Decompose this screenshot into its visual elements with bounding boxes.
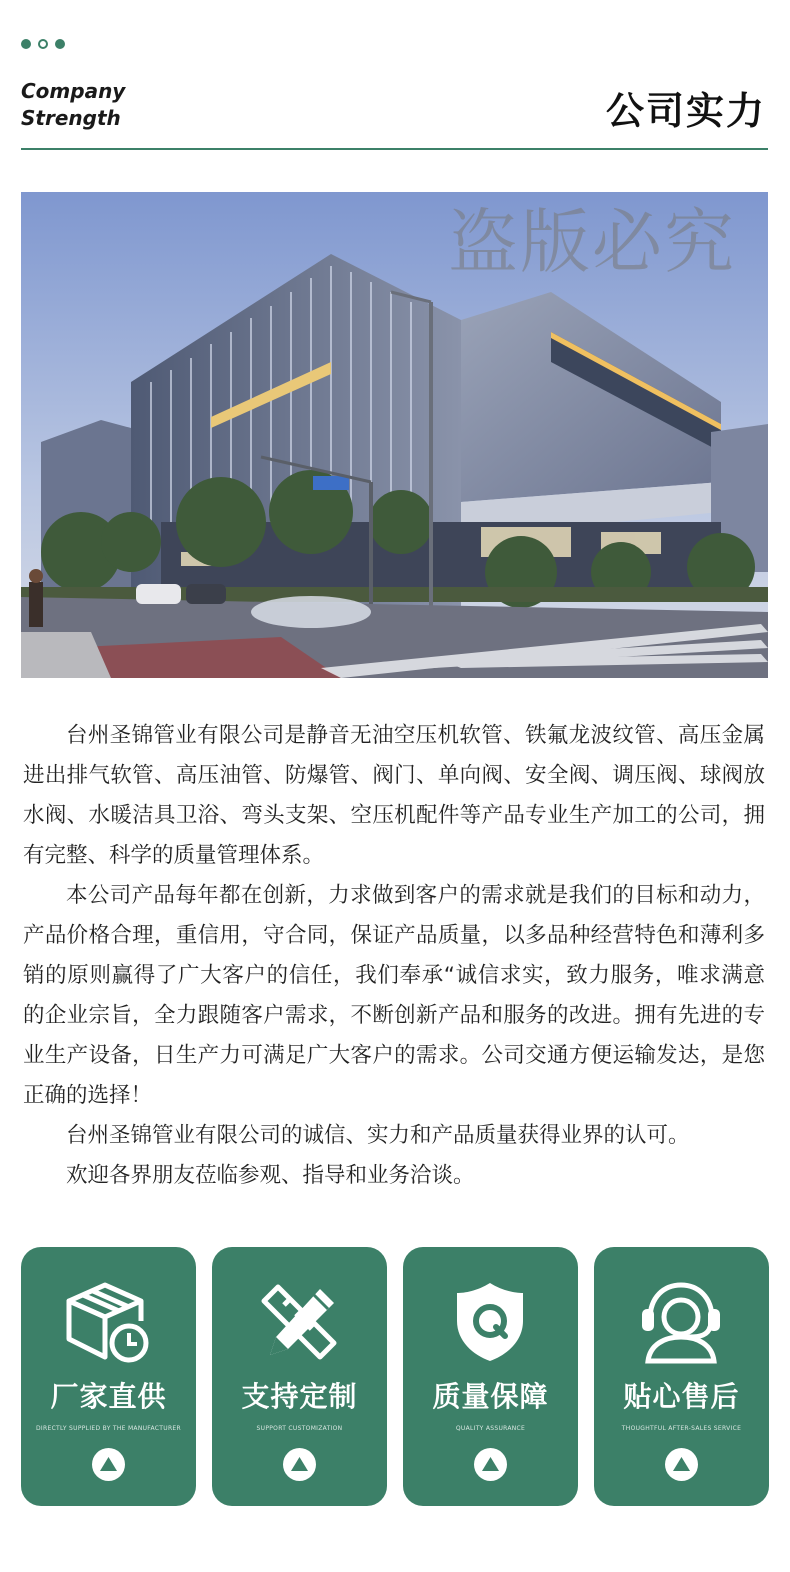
package-clock-icon [63, 1279, 153, 1365]
feature-card-quality [403, 1247, 578, 1506]
feature-title: 厂家直供 [50, 1380, 167, 1413]
intro-paragraph: 本公司产品每年都在创新，力求做到客户的需求就是我们的目标和动力，产品价格合理，重信用，守合同，保证产品质量，以多品种经营特色和薄利多销的原则赢得了广大客户的信任，我们奉承“诚信求实，致力服务，唯求满意的企业宗旨，全力跟随客户需求，不断创新产品和服务的改进。拥有先进的专业生产设备，日生产力可满足广大客户的需求。公司交通方便运输发达，是您正确的选择！ [23, 883, 765, 1108]
company-introduction [23, 716, 765, 1196]
feature-title: 支持定制 [241, 1380, 358, 1413]
feature-subtitle: THOUGHTFUL AFTER-SALES SERVICE [621, 1425, 742, 1432]
triangle-up-icon [474, 1448, 507, 1481]
english-section-title [21, 78, 125, 132]
section-title: 公司实力 [605, 89, 766, 133]
header-divider [21, 148, 768, 150]
intro-paragraph: 台州圣锦管业有限公司是静音无油空压机软管、铁氟龙波纹管、高压金属进出排气软管、高压油管、防爆管、阀门、单向阀、安全阀、调压阀、球阀放水阀、水暖洁具卫浴、弯头支架、空压机配件等产品专业生产加工的公司，拥有完整、科学的质量管理体系。 [23, 723, 765, 868]
feature-title: 贴心售后 [623, 1380, 740, 1413]
feature-card-after-sales [594, 1247, 769, 1506]
triangle-up-icon [92, 1448, 125, 1481]
feature-subtitle: QUALITY ASSURANCE [455, 1425, 526, 1432]
english-title-line2: Strength [21, 106, 121, 130]
up-arrow-button[interactable] [474, 1448, 507, 1481]
triangle-up-icon [283, 1448, 316, 1481]
watermark-text: 盗版必究 [448, 201, 736, 283]
intro-paragraph: 台州圣锦管业有限公司的诚信、实力和产品质量获得业界的认可。 [66, 1123, 690, 1148]
dot-icon [55, 39, 65, 49]
up-arrow-button[interactable] [283, 1448, 316, 1481]
headset-support-icon [636, 1279, 726, 1365]
feature-subtitle: DIRECTLY SUPPLIED BY THE MANUFACTURER [36, 1425, 181, 1432]
pencil-ruler-icon [254, 1279, 344, 1365]
up-arrow-button[interactable] [665, 1448, 698, 1481]
up-arrow-button[interactable] [92, 1448, 125, 1481]
intro-paragraph: 欢迎各界朋友莅临参观、指导和业务洽谈。 [66, 1163, 475, 1188]
feature-title: 质量保障 [432, 1380, 549, 1413]
dot-ring-icon [38, 39, 48, 49]
dot-icon [21, 39, 31, 49]
feature-card-direct-supply [21, 1247, 196, 1506]
feature-subtitle: SUPPORT CUSTOMIZATION [256, 1425, 343, 1432]
decorative-dots [21, 39, 65, 49]
feature-cards [21, 1247, 769, 1506]
company-building-photo [21, 192, 768, 678]
triangle-up-icon [665, 1448, 698, 1481]
shield-q-icon [445, 1279, 535, 1365]
feature-card-customization [212, 1247, 387, 1506]
english-title-line1: Company [21, 79, 126, 103]
